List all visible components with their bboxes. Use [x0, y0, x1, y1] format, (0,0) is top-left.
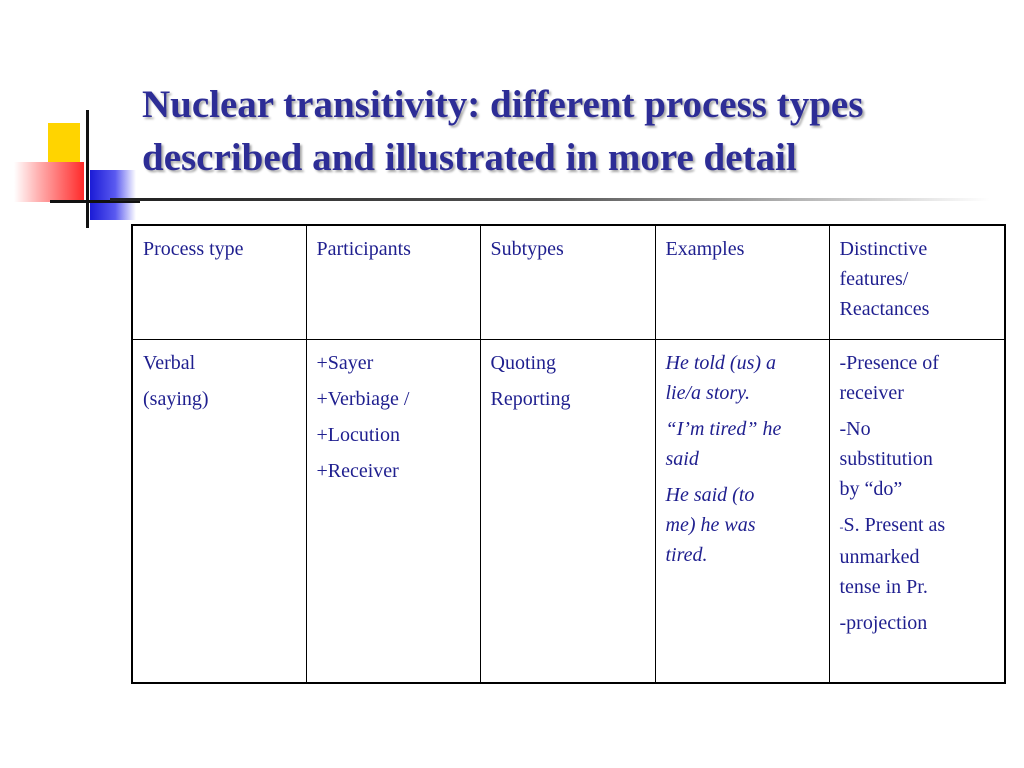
feature-line: -No: [839, 417, 871, 440]
slide-title-line-1: Nuclear transitivity: different process types: [142, 83, 864, 126]
feature-small-dash: -: [839, 519, 844, 534]
process-type-line: (saying): [143, 387, 209, 410]
subtype-item: Reporting: [490, 387, 571, 410]
feature-item: [840, 608, 995, 638]
feature-line: -Presence of: [839, 351, 939, 374]
participant-item: +Sayer: [316, 351, 374, 374]
participant-item: +Receiver: [316, 459, 399, 482]
subtype-item: Quoting: [490, 351, 557, 374]
feature-line: -projection: [839, 611, 928, 634]
example-line: said: [665, 447, 699, 470]
logo-blue-square: [90, 170, 136, 220]
table-row: [132, 339, 1005, 683]
feature-line: tense in Pr.: [839, 575, 928, 598]
process-table: [131, 224, 1006, 684]
feature-item: [840, 414, 995, 504]
example-item: [666, 348, 819, 408]
participant-item: +Verbiage /: [316, 387, 410, 410]
decorative-logo: [0, 0, 140, 240]
cell-process-type: [132, 339, 306, 683]
example-line: He said (to: [665, 483, 755, 506]
header-features-line: features/: [839, 268, 909, 290]
logo-red-bar: [14, 162, 84, 202]
logo-yellow-square: [48, 123, 80, 163]
example-line: He told (us) a: [665, 351, 777, 374]
cell-features: [829, 339, 1005, 683]
cell-examples: [655, 339, 829, 683]
feature-line: by “do”: [839, 477, 903, 500]
example-item: [666, 414, 819, 474]
example-line: “I’m tired” he: [665, 417, 782, 440]
feature-line: [840, 510, 995, 542]
slide-title-line-2: described and illustrated in more detail: [142, 136, 797, 179]
title-underline: [110, 198, 990, 201]
header-examples: Examples: [655, 225, 829, 339]
feature-line: unmarked: [839, 545, 920, 568]
example-line: me) he was: [665, 513, 756, 536]
example-item: [666, 480, 819, 570]
process-type-line: Verbal: [143, 351, 196, 374]
feature-line: receiver: [839, 381, 904, 404]
feature-item: [840, 510, 995, 602]
cell-participants: [306, 339, 480, 683]
cell-subtypes: [480, 339, 655, 683]
feature-line: substitution: [839, 447, 933, 470]
slide-title: [142, 78, 1002, 184]
example-line: tired.: [665, 543, 708, 566]
header-subtypes: Subtypes: [480, 225, 655, 339]
header-features-line: Distinctive: [839, 238, 928, 260]
header-process-type: Process type: [132, 225, 306, 339]
header-participants: Participants: [306, 225, 480, 339]
table-header-row: [132, 225, 1005, 339]
example-line: lie/a story.: [665, 381, 750, 404]
feature-item: [840, 348, 995, 408]
header-features-line: Reactances: [839, 298, 930, 320]
feature-line-text: S. Present as: [843, 513, 946, 536]
participant-item: +Locution: [316, 423, 400, 446]
header-distinctive-features: [829, 225, 1005, 339]
logo-vertical-line: [86, 110, 89, 228]
